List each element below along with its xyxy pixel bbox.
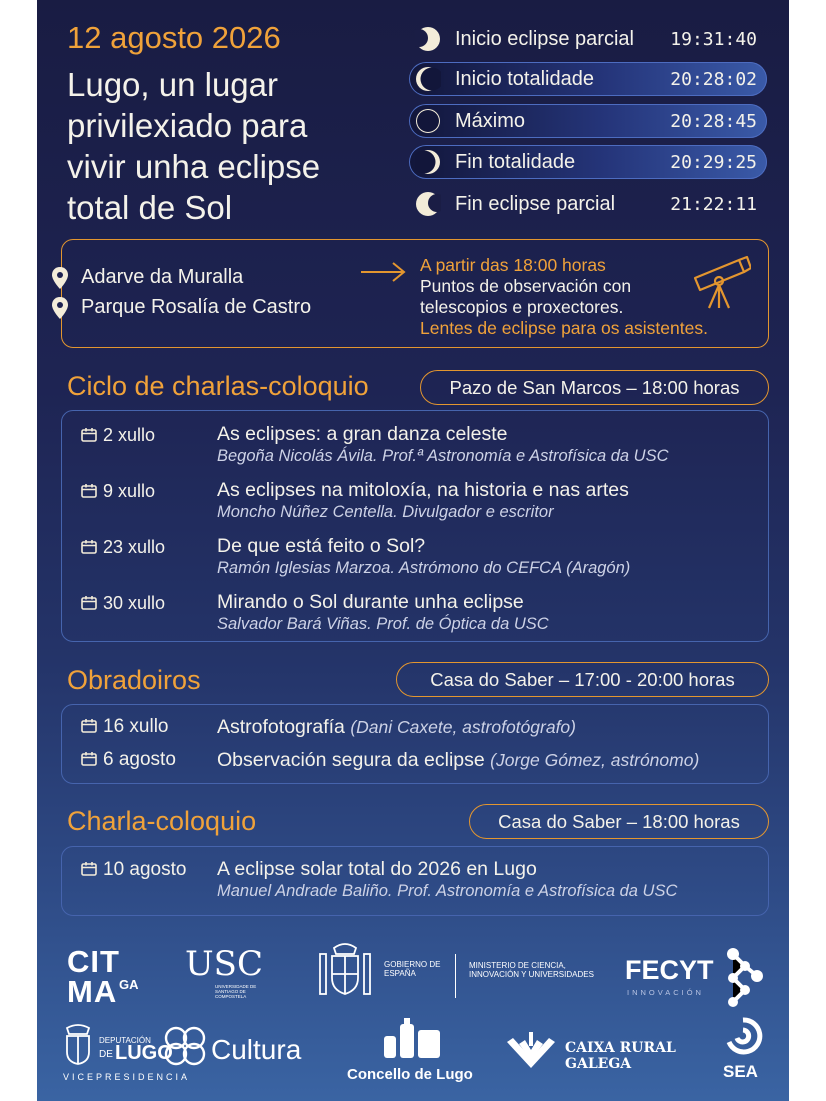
workshop-title: Observación segura da eclipse (Jorge Gómez, astrónomo) [217, 749, 700, 771]
title-line: privilexiado para [67, 107, 308, 144]
cultura-rings-icon [163, 1026, 207, 1066]
talk-title: Mirando o Sol durante unha eclipse [217, 591, 524, 613]
final-talk-speaker: Manuel Andrade Baliño. Prof. Astronomía e Astrofísica da USC [217, 882, 678, 900]
talk-date: 9 xullo [81, 481, 155, 502]
caixa-galega-label: GALEGA [565, 1056, 632, 1072]
talk-date: 30 xullo [81, 593, 165, 614]
moon-crescent-icon [415, 149, 441, 175]
title-line: Lugo, un lugar [67, 66, 279, 103]
talk-date: 2 xullo [81, 425, 155, 446]
talk-speaker: Ramón Iglesias Marzoa. Astrómono do CEFCA (Aragón) [217, 559, 631, 577]
location-pin-icon [51, 267, 69, 289]
phase-time: 20:28:02 [670, 69, 757, 90]
workshops-venue-badge: Casa do Saber – 17:00 - 20:00 horas [396, 662, 769, 697]
final-talk-title: A eclipse solar total do 2026 en Lugo [217, 858, 537, 880]
workshop-date: 16 xullo [81, 716, 169, 738]
eclipse-poster [37, 0, 789, 1101]
concello-towers-icon [380, 1016, 446, 1060]
moon-total-icon [415, 108, 441, 134]
deputacion-label: DEPUTACIÓN [99, 1036, 151, 1045]
talks-section-title: Ciclo de charlas-coloquio [67, 371, 369, 401]
calendar-icon [81, 540, 97, 554]
moon-partial-icon [415, 26, 441, 52]
calendar-icon [81, 596, 97, 610]
ministerio-label: MINISTERIO DE CIENCIA, INNOVACIÓN Y UNIVERSIDADES [469, 961, 594, 979]
deputacion-de-label: DE [99, 1049, 113, 1060]
phase-label: Inicio eclipse parcial [455, 28, 634, 50]
vicepresidencia-label: VICEPRESIDENCIA [63, 1072, 191, 1082]
workshops-section-title: Obradoiros [67, 665, 201, 695]
event-date: 12 agosto 2026 [67, 20, 281, 55]
deputacion-crest-icon [61, 1022, 95, 1066]
gobierno-label: GOBIERNO DE ESPAÑA [384, 960, 441, 978]
caixa-rural-label: CAIXA RURAL [565, 1040, 676, 1056]
workshop-title: Astrofotografía (Dani Caxete, astrofotógrafo) [217, 716, 576, 738]
sea-label: SEA [723, 1062, 758, 1081]
phase-label: Fin eclipse parcial [455, 193, 616, 215]
phase-end-partial [409, 187, 767, 221]
lugo-label: LUGO [115, 1042, 173, 1064]
title-line: vivir unha eclipse [67, 148, 321, 185]
concello-label: Concello de Lugo [347, 1066, 473, 1083]
final-talk-section-title: Charla-coloquio [67, 806, 257, 836]
moon-partial-icon [415, 191, 441, 217]
final-talk-box [61, 846, 769, 916]
page-title [67, 64, 397, 228]
sea-swirl-icon [723, 1016, 763, 1056]
title-line: total de Sol [67, 189, 233, 226]
usc-logo: USC UNIVERSIDADE DE SANTIAGO DE COMPOSTELA [185, 944, 263, 999]
coat-of-arms-icon [316, 938, 374, 1002]
phase-label: Máximo [455, 110, 526, 132]
arrow-right-icon [359, 260, 407, 284]
telescope-icon [689, 248, 751, 310]
phase-start-partial [409, 22, 767, 56]
talk-speaker: Begoña Nicolás Ávila. Prof.ª Astronomía e Astrofísica da USC [217, 447, 669, 465]
phase-end-totality [409, 145, 767, 179]
phase-time: 20:28:45 [670, 111, 757, 132]
location-item: Parque Rosalía de Castro [81, 296, 311, 319]
cultura-label: Cultura [211, 1034, 302, 1065]
fecyt-logo: FECYT [625, 955, 714, 985]
talk-speaker: Moncho Núñez Centella. Divulgador e escritor [217, 503, 554, 521]
talk-date: 23 xullo [81, 537, 165, 558]
phase-label: Inicio totalidade [455, 68, 594, 90]
phase-label: Fin totalidade [455, 151, 576, 173]
phase-time: 20:29:25 [670, 152, 757, 173]
phase-start-totality [409, 62, 767, 96]
final-talk-venue-badge: Casa do Saber – 18:00 horas [469, 804, 769, 839]
talk-title: De que está feito o Sol? [217, 535, 426, 557]
calendar-icon [81, 719, 97, 733]
talk-title: As eclipses: a gran danza celeste [217, 423, 508, 445]
fecyt-symbol-icon [723, 946, 767, 1008]
calendar-icon [81, 862, 97, 876]
fecyt-subtitle: INNOVACIÓN [627, 988, 704, 997]
observation-info: A partir das 18:00 horas Puntos de observación con telescopios e proxectores. Lentes de eclipse para os asistentes. [420, 255, 708, 338]
phase-time: 19:31:40 [670, 29, 757, 50]
final-talk-date: 10 agosto [81, 859, 186, 881]
calendar-icon [81, 428, 97, 442]
calendar-icon [81, 752, 97, 766]
citmaga-logo: CIT MA GA [67, 944, 139, 1009]
moon-crescent-icon [415, 66, 441, 92]
logo-divider [455, 954, 456, 998]
location-pin-icon [51, 297, 69, 319]
talk-speaker: Salvador Bará Viñas. Prof. de Óptica da USC [217, 615, 549, 633]
calendar-icon [81, 484, 97, 498]
talk-title: As eclipses na mitoloxía, na historia e nas artes [217, 479, 629, 501]
caixa-rural-symbol-icon [503, 1028, 559, 1072]
phase-time: 21:22:11 [670, 194, 757, 215]
workshop-date: 6 agosto [81, 749, 176, 771]
location-item: Adarve da Muralla [81, 266, 243, 289]
talks-venue-badge: Pazo de San Marcos – 18:00 horas [420, 370, 769, 405]
phase-maximum [409, 104, 767, 138]
